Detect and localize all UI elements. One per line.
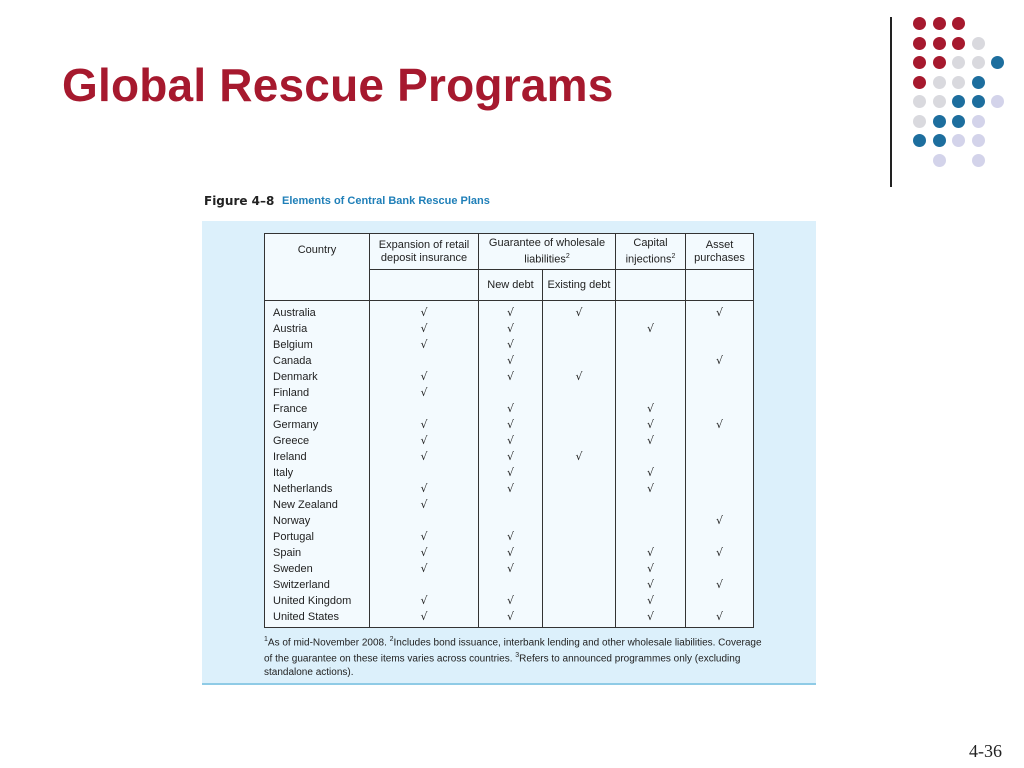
empty-cell	[370, 513, 478, 529]
empty-cell	[686, 433, 753, 449]
empty-cell	[479, 513, 542, 529]
check-mark: √	[420, 418, 428, 431]
empty-cell	[370, 465, 478, 481]
new-debt-column	[479, 301, 543, 628]
check-mark: √	[420, 482, 428, 495]
check-mark: √	[646, 418, 654, 431]
empty-cell	[616, 497, 685, 513]
check-mark: √	[646, 482, 654, 495]
check-mark: √	[506, 482, 514, 495]
empty-cell	[616, 369, 685, 385]
decorative-dot	[913, 37, 926, 50]
decorative-dot	[952, 95, 965, 108]
check-mark: √	[506, 306, 514, 319]
empty-cell	[543, 465, 615, 481]
empty-cell	[543, 433, 615, 449]
header-capital-label: Capital injections	[625, 236, 672, 266]
check-mark: √	[575, 450, 583, 463]
check-mark: √	[420, 546, 428, 559]
vertical-divider	[890, 17, 892, 187]
check-mark: √	[420, 498, 428, 511]
capital-column	[616, 301, 686, 628]
check-mark: √	[575, 370, 583, 383]
decorative-dot	[952, 115, 965, 128]
decorative-dot	[913, 115, 926, 128]
decorative-dot	[952, 76, 965, 89]
check-mark: √	[646, 594, 654, 607]
check-mark: √	[506, 434, 514, 447]
decorative-dot	[972, 76, 985, 89]
check-mark: √	[715, 578, 723, 591]
decorative-dot	[952, 17, 965, 30]
check-mark: √	[646, 434, 654, 447]
empty-cell	[616, 449, 685, 465]
empty-cell	[370, 577, 478, 593]
check-mark: √	[506, 418, 514, 431]
decorative-dot	[991, 56, 1004, 69]
check-mark: √	[575, 306, 583, 319]
decorative-dot	[933, 154, 946, 167]
decorative-dot	[952, 134, 965, 147]
check-mark: √	[715, 354, 723, 367]
decorative-dot	[952, 56, 965, 69]
country-cell: Germany	[273, 419, 319, 431]
footnote-sup-3: 3	[515, 652, 520, 660]
empty-cell	[543, 385, 615, 401]
footnote-sup-1: 1	[264, 636, 268, 643]
check-mark: √	[646, 466, 654, 479]
empty-cell	[543, 401, 615, 417]
empty-cell	[543, 321, 615, 337]
footnote-part-1: As of mid-November 2008.	[267, 637, 390, 649]
empty-cell	[543, 337, 615, 353]
country-cell: Switzerland	[273, 579, 330, 591]
check-mark: √	[646, 578, 654, 591]
existing-debt-label: Existing debt	[547, 278, 611, 291]
check-mark: √	[506, 546, 514, 559]
decorative-dot	[972, 115, 985, 128]
decorative-dot	[933, 56, 946, 69]
country-cell: Spain	[273, 547, 302, 559]
header-asset	[686, 234, 754, 270]
check-mark: √	[646, 610, 654, 623]
country-cell: Portugal	[273, 531, 314, 543]
decorative-dot	[913, 56, 926, 69]
empty-cell	[543, 497, 615, 513]
empty-cell	[543, 529, 615, 545]
empty-cell	[686, 385, 753, 401]
subheader-empty-expansion	[370, 270, 479, 301]
decorative-dot	[913, 95, 926, 108]
header-capital	[616, 234, 686, 270]
check-mark: √	[646, 322, 654, 335]
check-mark: √	[646, 546, 654, 559]
empty-cell	[616, 385, 685, 401]
expansion-column	[370, 301, 479, 628]
country-column	[265, 301, 370, 628]
header-guarantee-label: Guarantee of wholesale liabilities	[488, 236, 606, 266]
check-mark: √	[506, 466, 514, 479]
decorative-dot	[991, 95, 1004, 108]
country-cell: Norway	[273, 515, 311, 527]
empty-cell	[686, 593, 753, 609]
decorative-dot	[933, 115, 946, 128]
asset-column	[686, 301, 754, 628]
decorative-dot	[933, 37, 946, 50]
table-header-row	[265, 234, 754, 270]
country-cell: Sweden	[273, 563, 313, 575]
empty-cell	[686, 529, 753, 545]
check-mark: √	[506, 610, 514, 623]
rescue-plans-table	[264, 233, 754, 628]
decorative-dot	[933, 95, 946, 108]
check-mark: √	[506, 530, 514, 543]
header-country-label: Country	[297, 244, 337, 256]
check-mark: √	[506, 354, 514, 367]
decorative-dot	[952, 37, 965, 50]
country-cell: United Kingdom	[273, 595, 352, 607]
country-cell: Netherlands	[273, 483, 333, 495]
country-cell: Finland	[273, 387, 310, 399]
check-mark: √	[715, 418, 723, 431]
check-mark: √	[715, 610, 723, 623]
empty-cell	[686, 481, 753, 497]
decorative-dot	[972, 154, 985, 167]
subheader-new-debt	[479, 270, 543, 301]
empty-cell	[686, 401, 753, 417]
decorative-dot	[972, 95, 985, 108]
check-mark: √	[506, 450, 514, 463]
empty-cell	[616, 353, 685, 369]
check-mark: √	[420, 386, 428, 399]
figure-label: Figure 4–8	[204, 194, 275, 208]
decorative-dot	[913, 76, 926, 89]
figure-footnote	[264, 633, 764, 679]
empty-cell	[686, 449, 753, 465]
empty-cell	[370, 353, 478, 369]
check-mark: √	[646, 562, 654, 575]
decorative-dot	[972, 134, 985, 147]
page-number: 4-36	[969, 741, 1002, 761]
empty-cell	[543, 417, 615, 433]
check-mark: √	[506, 562, 514, 575]
empty-cell	[479, 497, 542, 513]
new-debt-label: New debt	[487, 278, 534, 291]
header-expansion-label: Expansion of retail deposit insurance	[378, 238, 470, 264]
country-cell: Ireland	[273, 451, 307, 463]
decorative-dot	[933, 17, 946, 30]
country-cell: Denmark	[273, 371, 318, 383]
check-mark: √	[506, 370, 514, 383]
country-cell: Australia	[273, 307, 316, 319]
subheader-empty-capital	[616, 270, 686, 301]
empty-cell	[616, 337, 685, 353]
country-cell: Canada	[273, 355, 312, 367]
country-cell: United States	[273, 611, 340, 623]
empty-cell	[543, 545, 615, 561]
header-capital-sup: 2	[671, 252, 676, 260]
empty-cell	[479, 385, 542, 401]
check-mark: √	[506, 594, 514, 607]
check-mark: √	[420, 370, 428, 383]
footnote-sup-2: 2	[389, 636, 394, 643]
header-guarantee	[479, 234, 616, 270]
existing-debt-column	[543, 301, 616, 628]
empty-cell	[616, 513, 685, 529]
empty-cell	[479, 577, 542, 593]
header-guarantee-sup: 2	[565, 252, 570, 260]
check-mark: √	[715, 514, 723, 527]
check-mark: √	[420, 610, 428, 623]
country-cell: New Zealand	[273, 499, 338, 511]
empty-cell	[543, 561, 615, 577]
footnote-part-2: Includes bond issuance, interbank lending and other wholesale liabilities. Coverage of the guarantee on these items varies across countries.	[264, 637, 762, 665]
decorative-dot	[972, 37, 985, 50]
empty-cell	[686, 321, 753, 337]
check-mark: √	[420, 594, 428, 607]
empty-cell	[370, 401, 478, 417]
check-mark: √	[420, 530, 428, 543]
empty-cell	[543, 609, 615, 625]
header-country	[265, 234, 370, 301]
decorative-dot	[972, 56, 985, 69]
check-mark: √	[646, 402, 654, 415]
decorative-dot	[913, 134, 926, 147]
empty-cell	[616, 305, 685, 321]
check-mark: √	[506, 338, 514, 351]
empty-cell	[686, 369, 753, 385]
check-mark: √	[506, 322, 514, 335]
empty-cell	[543, 481, 615, 497]
check-mark: √	[420, 322, 428, 335]
check-mark: √	[715, 306, 723, 319]
subheader-existing-debt	[543, 270, 616, 301]
empty-cell	[686, 337, 753, 353]
country-cell: Austria	[273, 323, 308, 335]
figure-caption: Elements of Central Bank Rescue Plans	[282, 195, 490, 207]
decorative-dot	[933, 134, 946, 147]
header-expansion	[370, 234, 479, 270]
footnote-part-3: Refers to announced programmes only (excluding standalone actions).	[264, 653, 741, 678]
check-mark: √	[420, 562, 428, 575]
check-mark: √	[420, 450, 428, 463]
subheader-empty-asset	[686, 270, 754, 301]
empty-cell	[686, 561, 753, 577]
empty-cell	[543, 577, 615, 593]
decorative-dot	[913, 17, 926, 30]
check-mark: √	[506, 402, 514, 415]
empty-cell	[686, 465, 753, 481]
check-mark: √	[420, 434, 428, 447]
check-mark: √	[420, 306, 428, 319]
check-mark: √	[715, 546, 723, 559]
slide-title: Global Rescue Programs	[62, 59, 614, 111]
country-cell: Italy	[273, 467, 294, 479]
country-cell: Greece	[273, 435, 310, 447]
country-cell: France	[273, 403, 308, 415]
empty-cell	[616, 529, 685, 545]
decorative-dot	[933, 76, 946, 89]
header-asset-label: Asset purchases	[694, 238, 745, 264]
check-mark: √	[420, 338, 428, 351]
country-cell: Belgium	[273, 339, 313, 351]
empty-cell	[686, 497, 753, 513]
empty-cell	[543, 513, 615, 529]
empty-cell	[543, 353, 615, 369]
empty-cell	[543, 593, 615, 609]
table-body-row	[265, 301, 754, 628]
